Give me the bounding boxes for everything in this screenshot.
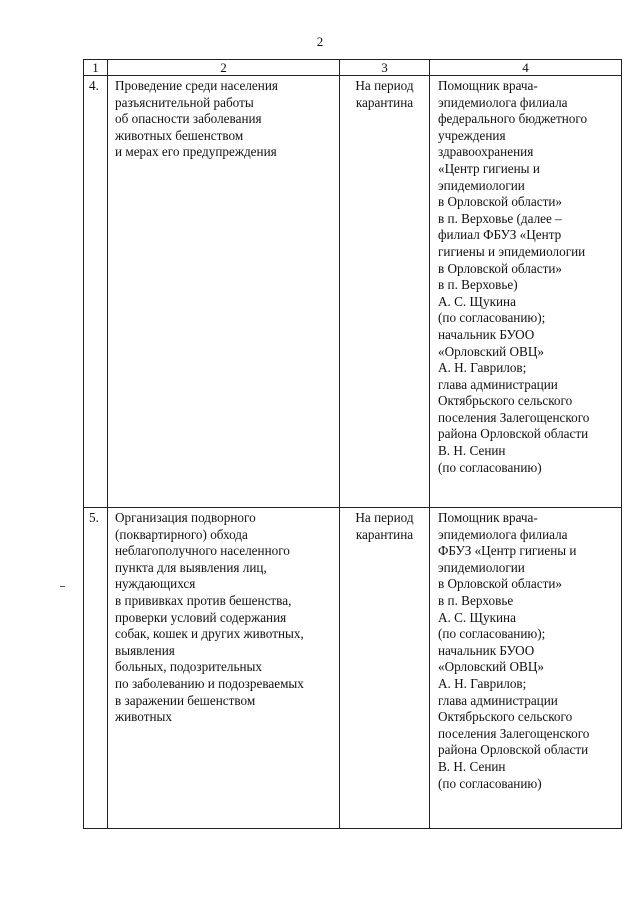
text-line: проверки условий содержания [115, 609, 287, 625]
text-line: глава администрации [438, 692, 558, 708]
text-line: федерального бюджетного [438, 111, 588, 127]
text-line: А. С. Щукина [438, 609, 516, 625]
text-line: А. Н. Гаврилов; [438, 675, 527, 691]
text-line: в п. Верховье (далее – [438, 210, 562, 226]
text-line: Октябрьского сельского [438, 393, 573, 409]
text-line: глава администрации [438, 376, 558, 392]
column-header-number: 1 [84, 60, 108, 76]
activity-cell [108, 508, 340, 829]
text-line: поселения Залегощенского [438, 409, 590, 425]
activity-cell [108, 76, 340, 508]
text-line: А. Н. Гаврилов; [438, 360, 527, 376]
text-line: по заболеванию и подозреваемых [115, 675, 304, 691]
measures-table [83, 59, 622, 829]
text-line: А. С. Щукина [438, 293, 516, 309]
page-number: 2 [316, 34, 324, 49]
column-header-responsible: 4 [430, 60, 622, 76]
text-line: собак, кошек и других животных, [115, 626, 304, 642]
column-header-activity: 2 [108, 60, 340, 76]
responsible-cell [430, 508, 622, 829]
text-line: животных [115, 709, 172, 725]
text-line: Проведение среди населения [115, 78, 278, 93]
text-line: В. Н. Сенин [438, 758, 506, 774]
text-line: (по согласованию) [438, 775, 542, 791]
row-number: 5. [84, 508, 108, 829]
responsible-cell [430, 76, 622, 508]
table-header-row [84, 60, 622, 76]
text-line: в прививках против бешенства, [115, 592, 292, 608]
text-line: Помощник врача- [438, 510, 538, 525]
text-line: района Орловской области [438, 742, 589, 758]
text-line: (по согласованию); [438, 626, 546, 642]
text-line: эпидемиолога филиала [438, 526, 568, 542]
table-row [84, 508, 622, 829]
period-cell [340, 76, 430, 508]
row-number: 4. [84, 76, 108, 508]
text-line: Помощник врача- [438, 78, 538, 93]
text-line: «Орловский ОВЦ» [438, 659, 544, 675]
text-line: В. Н. Сенин [438, 443, 506, 459]
text-line: (поквартирного) обхода [115, 526, 248, 542]
margin-mark [60, 586, 65, 587]
text-line: учреждения [438, 127, 506, 143]
text-line: в п. Верховье [438, 592, 514, 608]
text-line: неблагополучного населенного [115, 543, 290, 559]
text-line: На период [355, 510, 414, 525]
text-line: эпидемиологии [438, 559, 525, 575]
text-line: в Орловской области» [438, 194, 563, 210]
column-header-period: 3 [340, 60, 430, 76]
text-line: больных, подозрительных [115, 659, 262, 675]
text-line: разъяснительной работы [115, 94, 254, 110]
text-line: нуждающихся [115, 576, 196, 592]
text-line: в заражении бешенством [115, 692, 256, 708]
text-line: выявления [115, 642, 175, 658]
text-line: животных бешенством [115, 127, 244, 143]
text-line: в Орловской области» [438, 260, 563, 276]
text-line: гигиены и эпидемиологии [438, 243, 586, 259]
text-line: начальник БУОО [438, 326, 535, 342]
text-line: карантина [355, 526, 414, 542]
text-line: Октябрьского сельского [438, 709, 573, 725]
text-line: в п. Верховье) [438, 277, 518, 293]
text-line: Организация подворного [115, 510, 256, 525]
text-line: в Орловской области» [438, 576, 563, 592]
text-line: филиал ФБУЗ «Центр [438, 227, 562, 243]
table-row [84, 76, 622, 508]
text-line: ФБУЗ «Центр гигиены и [438, 543, 577, 559]
text-line: карантина [355, 94, 414, 110]
period-cell [340, 508, 430, 829]
text-line: На период [355, 78, 414, 93]
text-line: поселения Залегощенского [438, 725, 590, 741]
text-line: района Орловской области [438, 426, 589, 442]
text-line: «Орловский ОВЦ» [438, 343, 544, 359]
text-line: (по согласованию); [438, 310, 546, 326]
text-line: (по согласованию) [438, 459, 542, 475]
text-line: «Центр гигиены и [438, 160, 540, 176]
text-line: и мерах его предупреждения [115, 144, 277, 160]
text-line: эпидемиолога филиала [438, 94, 568, 110]
text-line: эпидемиологии [438, 177, 525, 193]
text-line: начальник БУОО [438, 642, 535, 658]
text-line: об опасности заболевания [115, 111, 262, 127]
text-line: пункта для выявления лиц, [115, 559, 267, 575]
text-line: здравоохранения [438, 144, 534, 160]
